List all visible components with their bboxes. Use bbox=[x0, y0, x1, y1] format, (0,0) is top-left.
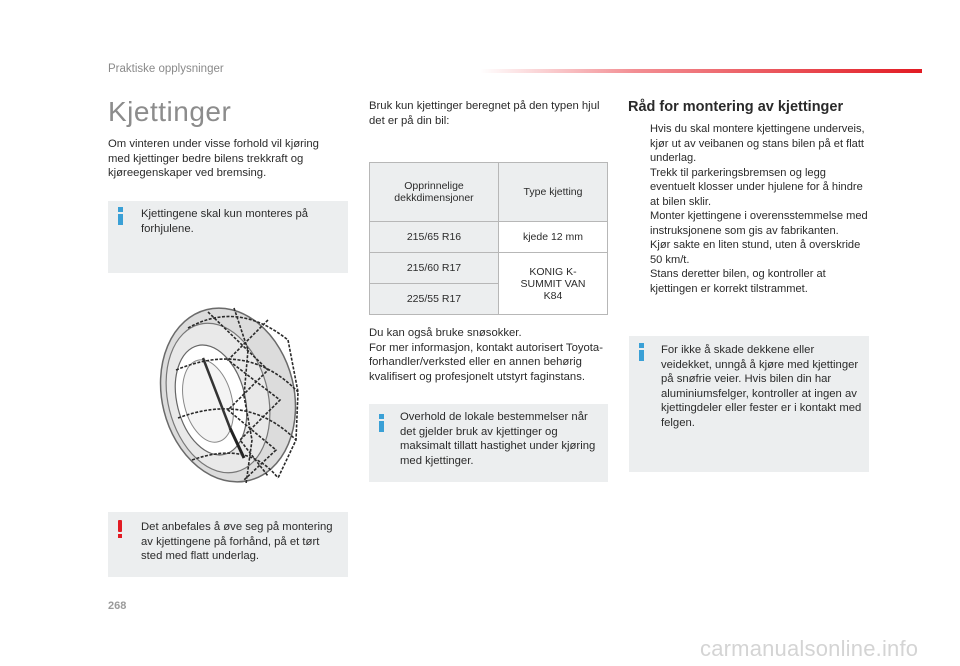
list-item: Trekk til parkeringsbremsen og legg eventuelt klosser under hjulene for å hindre at bilen sklir. bbox=[650, 166, 863, 208]
warning-icon bbox=[117, 520, 123, 538]
info-note: Overhold de lokale bestemmelser når det gjelder bruk av kjettinger og maksimalt tillatt hastighet under kjøring med kjettinger. bbox=[400, 411, 596, 467]
list-item: Hvis du skal montere kjettingene underveis, kjør ut av veibanen og stans bilen på et flatt underlag. bbox=[650, 123, 865, 164]
watermark: carmanualsonline.info bbox=[700, 636, 919, 661]
list-item: Stans deretter bilen, og kontroller at kjettingen er korrekt tilstrammet. bbox=[650, 268, 826, 295]
chain-size-table bbox=[369, 162, 608, 315]
table-cell-tyre: 215/60 R17 bbox=[370, 253, 499, 284]
table-cell-chain: KONIG K-SUMMIT VAN K84 bbox=[499, 253, 608, 315]
info-note: For ikke å skade dekkene eller veidekket, unngå å kjøre med kjettinger på snøfrie veier. Hvis bilen din har aluminiumsfelger, kontroller at ingen av kjettingdeler eller fester er i kontakt med felgen. bbox=[661, 344, 862, 429]
section-header: Praktiske opplysninger bbox=[108, 63, 224, 75]
page-number: 268 bbox=[108, 600, 127, 612]
intro-paragraph: Om vinteren under visse forhold vil kjøring med kjettinger bedre bilens trekkraft og kjøreegenskaper ved bremsing. bbox=[108, 138, 319, 179]
info-icon bbox=[378, 414, 384, 432]
info-note: Kjettingene skal kun monteres på forhjulene. bbox=[141, 208, 309, 235]
warning-note: Det anbefales å øve seg på montering av kjettingene på forhånd, på et tørt sted med flatt underlag. bbox=[141, 521, 333, 562]
info-box-tyre-damage bbox=[629, 336, 869, 472]
table-row bbox=[370, 253, 608, 284]
info-box-local-rules bbox=[369, 404, 608, 482]
info-icon bbox=[117, 207, 123, 225]
info-icon bbox=[638, 343, 644, 361]
table-header-chain: Type kjetting bbox=[499, 163, 608, 222]
chain-type-intro: Bruk kun kjettinger beregnet på den typen hjul det er på din bil: bbox=[369, 100, 600, 127]
snow-chain-wheel-illustration bbox=[148, 300, 308, 490]
table-cell-tyre: 225/55 R17 bbox=[370, 284, 499, 315]
mounting-advice-title: Råd for montering av kjettinger bbox=[628, 99, 844, 115]
warning-box-practice bbox=[108, 512, 348, 577]
info-box-front-wheels bbox=[108, 201, 348, 273]
page-title: Kjettinger bbox=[108, 96, 232, 127]
snow-socks-paragraph: Du kan også bruke snøsokker. For mer informasjon, kontakt autorisert Toyota-forhandler/verksted eller en annen behørig kvalifisert og profesjonelt utstyrt faginstans. bbox=[369, 327, 603, 383]
table-header-tyre: Opprinnelige dekkdimensjoner bbox=[370, 163, 499, 222]
list-item: Monter kjettingene i overensstemmelse med instruksjonene som gis av fabrikanten. bbox=[650, 210, 868, 237]
header-rule bbox=[480, 69, 922, 73]
table-cell-chain: kjede 12 mm bbox=[499, 222, 608, 253]
list-item: Kjør sakte en liten stund, uten å overskride 50 km/t. bbox=[650, 239, 861, 266]
table-cell-tyre: 215/65 R16 bbox=[370, 222, 499, 253]
mounting-steps-list bbox=[628, 122, 870, 296]
table-row bbox=[370, 222, 608, 253]
